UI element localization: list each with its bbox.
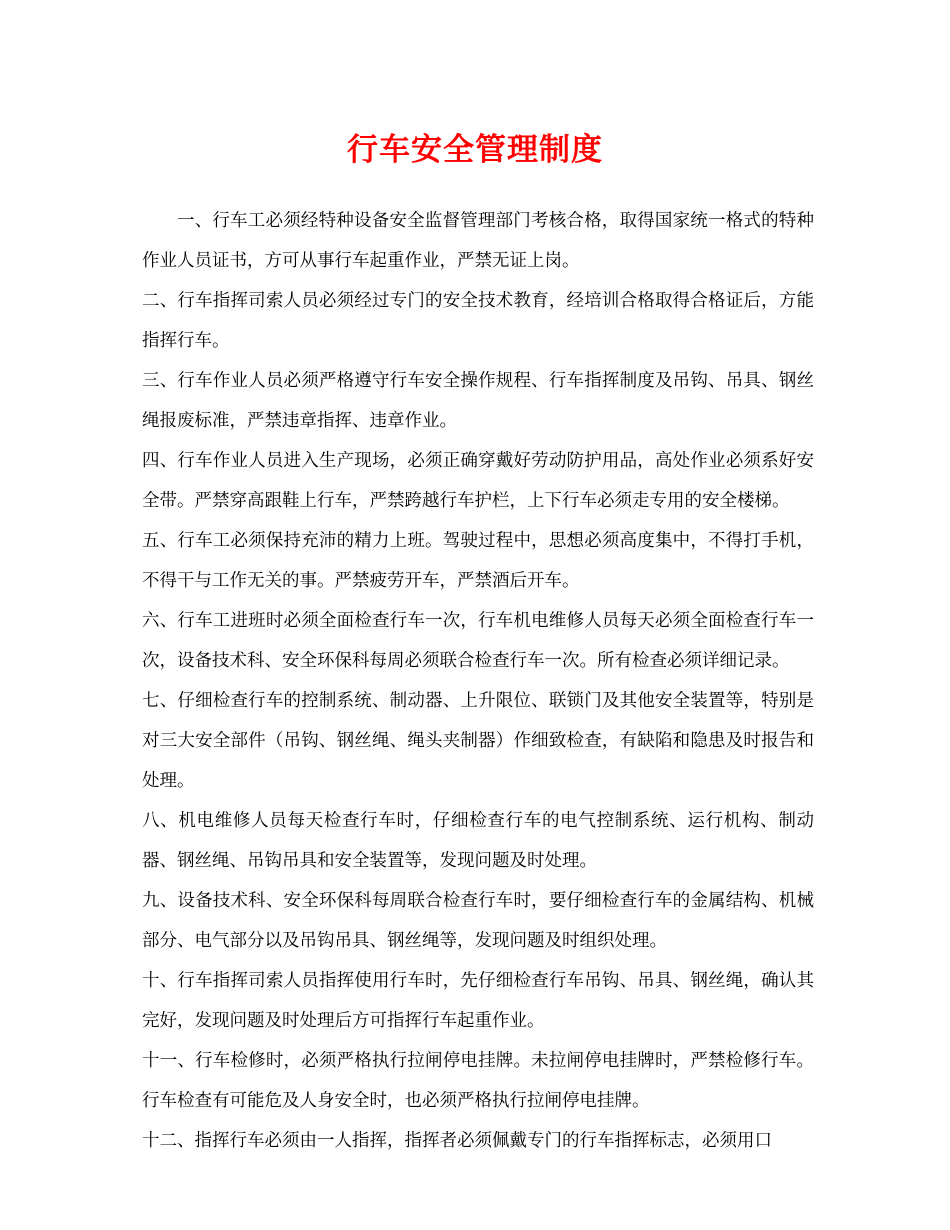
- paragraph-6: 六、行车工进班时必须全面检查行车一次，行车机电维修人员每天必须全面检查行车一次，设备技术科、安全环保科每周必须联合检查行车一次。所有检查必须详细记录。: [142, 611, 814, 671]
- paragraph-9: 九、设备技术科、安全环保科每周联合检查行车时，要仔细检查行车的金属结构、机械部分、电气部分以及吊钩吊具、钢丝绳等，发现问题及时组织处理。: [142, 891, 814, 951]
- paragraph-4: 四、行车作业人员进入生产现场，必须正确穿戴好劳动防护用品，高处作业必须系好安全带。严禁穿高跟鞋上行车，严禁跨越行车护栏，上下行车必须走专用的安全楼梯。: [142, 451, 814, 511]
- document-body: [142, 201, 814, 1161]
- paragraph-11: 十一、行车检修时，必须严格执行拉闸停电挂牌。未拉闸停电挂牌时，严禁检修行车。行车检查有可能危及人身安全时，也必须严格执行拉闸停电挂牌。: [142, 1051, 814, 1111]
- paragraph-12: 十二、指挥行车必须由一人指挥，指挥者必须佩戴专门的行车指挥标志，必须用口: [142, 1131, 772, 1151]
- document-title: 行车安全管理制度: [347, 132, 603, 168]
- paragraph-10: 十、行车指挥司索人员指挥使用行车时，先仔细检查行车吊钩、吊具、钢丝绳，确认其完好，发现问题及时处理后方可指挥行车起重作业。: [142, 971, 814, 1031]
- paragraph-5: 五、行车工必须保持充沛的精力上班。驾驶过程中，思想必须高度集中，不得打手机，不得干与工作无关的事。严禁疲劳开车，严禁酒后开车。: [142, 531, 814, 591]
- paragraph-1: 一、行车工必须经特种设备安全监督管理部门考核合格，取得国家统一格式的特种作业人员证书，方可从事行车起重作业，严禁无证上岗。: [142, 211, 814, 271]
- paragraph-3: 三、行车作业人员必须严格遵守行车安全操作规程、行车指挥制度及吊钩、吊具、钢丝绳报废标准，严禁违章指挥、违章作业。: [142, 371, 814, 431]
- paragraph-7: 七、仔细检查行车的控制系统、制动器、上升限位、联锁门及其他安全装置等，特别是对三大安全部件（吊钩、钢丝绳、绳头夹制器）作细致检查，有缺陷和隐患及时报告和处理。: [142, 691, 814, 791]
- paragraph-8: 八、机电维修人员每天检查行车时，仔细检查行车的电气控制系统、运行机构、制动器、钢丝绳、吊钩吊具和安全装置等，发现问题及时处理。: [142, 811, 814, 871]
- paragraph-2: 二、行车指挥司索人员必须经过专门的安全技术教育，经培训合格取得合格证后，方能指挥行车。: [142, 291, 814, 351]
